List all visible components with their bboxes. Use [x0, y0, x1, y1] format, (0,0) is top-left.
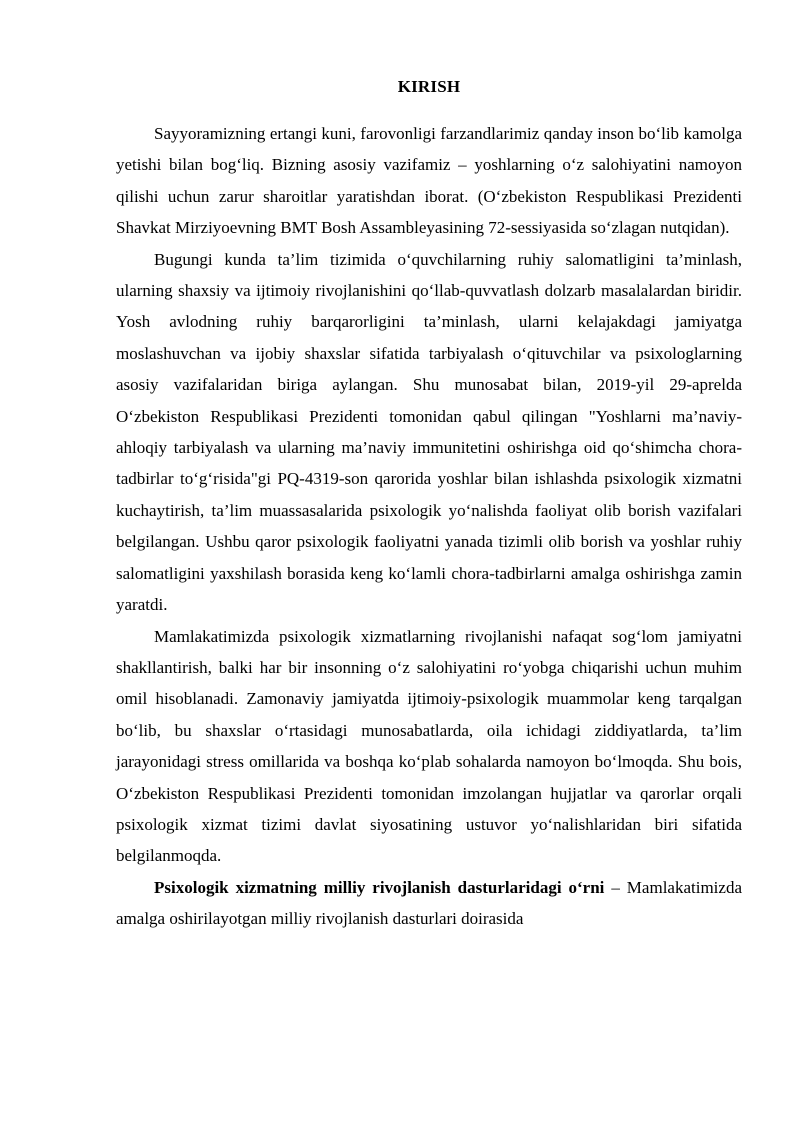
paragraph-national-programs	[116, 872, 742, 935]
paragraph-text: Sayyoramizning ertangi kuni, farovonligi farzandlarimiz qanday inson bo‘lib kamolga yetishi bilan bog‘liq. Bizning asosiy vazifamiz – yoshlarning o‘z salohiyatini namoyon qilishi uchun zarur sharoitlar yaratishdan iborat. (O‘zbekiston Respublikasi Prezidenti Shavkat Mirziyoevning BMT Bosh Assambleyasining 72-sessiyasida so‘zlagan nutqidan).	[116, 124, 742, 238]
paragraph-bold-lead: Psixologik xizmatning milliy rivojlanish dasturlaridagi o‘rni	[154, 877, 605, 897]
paragraph-text: Mamlakatimizda psixologik xizmatlarning rivojlanishi nafaqat sog‘lom jamiyatni shakllantirish, balki har bir insonning o‘z salohiyatini ro‘yobga chiqarishi uchun muhim omil hisoblanadi. Zamonaviy jamiyatda ijtimoiy-psixologik muammolar keng tarqalgan bo‘lib, bu shaxslar o‘rtasidagi munosabatlarda, oila ichidagi ziddiyatlarda, ta’lim jarayonidagi stress omillarida va boshqa ko‘plab sohalarda namoyon bo‘lmoqda. Shu bois, O‘zbekiston Respublikasi Prezidenti tomonidan imzolangan hujjatlar va qarorlar orqali psixologik xizmat tizimi davlat siyosatining ustuvor yo‘nalishlaridan biri sifatida belgilanmoqda.	[116, 626, 742, 866]
paragraph-text: – Mamlakatimizda amalga oshirilayotgan milliy rivojlanish dasturlari doirasida	[116, 877, 742, 929]
paragraph-psychological-services	[116, 621, 742, 872]
document-title: KIRISH	[397, 77, 461, 96]
paragraph-education-psychology	[116, 244, 742, 621]
paragraph-intro-quote	[116, 118, 742, 244]
paragraph-text: Bugungi kunda ta’lim tizimida o‘quvchilarning ruhiy salomatligini ta’minlash, ularning shaxsiy va ijtimoiy rivojlanishini qo‘llab-quvvatlash dolzarb masalalardan biridir. Yosh avlodning ruhiy barqarorligini ta’minlash, ularni kelajakdagi jamiyatga moslashuvchan va ijobiy shaxslar sifatida tarbiyalash o‘qituvchilar va psixologlarning asosiy vazifalaridan biriga aylangan. Shu munosabat bilan, 2019-yil 29-aprelda O‘zbekiston Respublikasi Prezidenti tomonidan qabul qilingan "Yoshlarni ma’naviy-ahloqiy tarbiyalash va ularning ma’naviy immunitetini oshirishga oid qo‘shimcha chora-tadbirlar to‘g‘risida"gi PQ-4319-son qarorida yoshlar bilan ishlashda psixologik xizmatni kuchaytirish, ta’lim muassasalarida psixologik yo‘nalishda faoliyat olib borish vazifalari belgilangan. Ushbu qaror psixologik faoliyatni yanada tizimli olib borish va yoshlar ruhiy salomatligini yaxshilash borasida keng ko‘lamli chora-tadbirlarni amalga oshirishga zamin yaratdi.	[116, 249, 742, 615]
document-page	[116, 76, 742, 935]
